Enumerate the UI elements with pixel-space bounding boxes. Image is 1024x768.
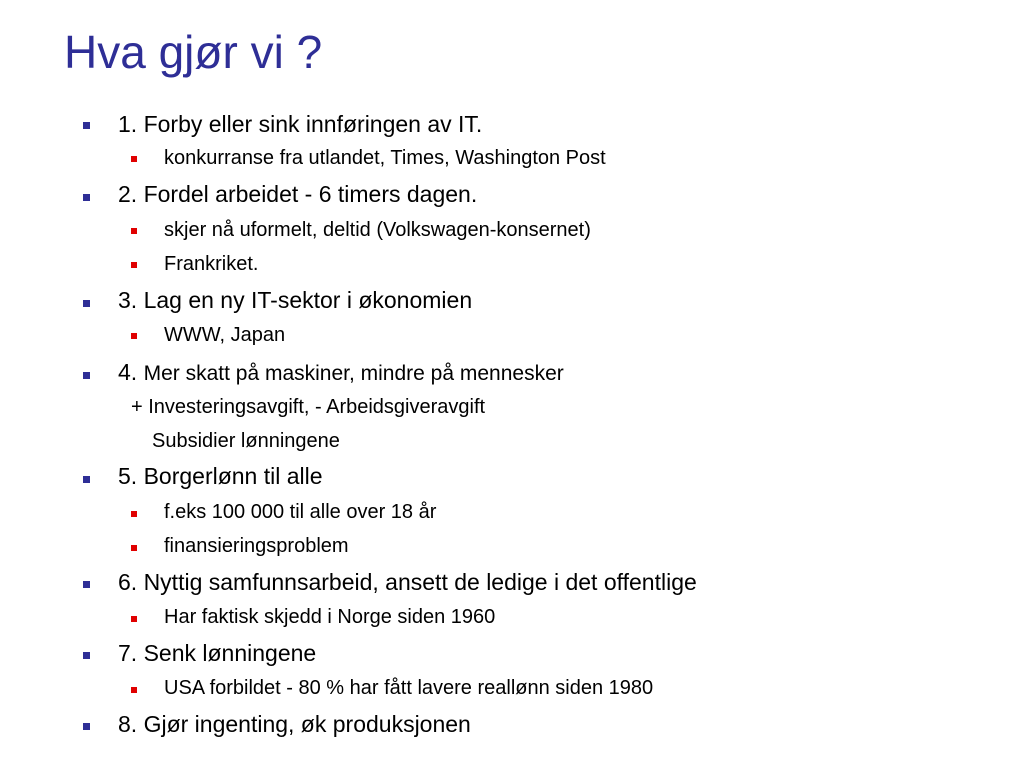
list-item: 8. Gjør ingenting, øk produksjonen [118,711,471,737]
continuation-line: + Investeringsavgift, - Arbeidsgiveravgift [131,396,486,418]
continuation-line: Subsidier lønningene [152,430,340,452]
bullet-icon [83,581,90,588]
sub-list-item: USA forbildet - 80 % har fått lavere reallønn siden 1980 [164,677,654,699]
sub-list-item: f.eks 100 000 til alle over 18 år [164,501,437,523]
list-item: 5. Borgerlønn til alle [118,463,323,489]
sub-list-item: WWW, Japan [164,324,286,346]
sub-bullet-icon [131,545,137,551]
bullet-icon [83,194,90,201]
bullet-icon [83,723,90,730]
sub-bullet-icon [131,616,137,622]
list-item: 1. Forby eller sink innføringen av IT. [118,111,483,137]
bullet-icon [83,122,90,129]
bullet-icon [83,372,90,379]
sub-list-item: Frankriket. [164,253,259,275]
sub-list-item: Har faktisk skjedd i Norge siden 1960 [164,606,496,628]
slide-title: Hva gjør vi ? [64,26,323,78]
list-item-text: Mer skatt på maskiner, mindre på mennesker [143,362,564,385]
sub-bullet-icon [131,687,137,693]
sub-bullet-icon [131,262,137,268]
bullet-icon [83,300,90,307]
list-item: 7. Senk lønningene [118,640,317,666]
sub-bullet-icon [131,156,137,162]
sub-bullet-icon [131,511,137,517]
list-item-number: 4. [118,359,144,385]
list-item: 6. Nyttig samfunnsarbeid, ansett de ledige i det offentlige [118,569,697,595]
sub-list-item: konkurranse fra utlandet, Times, Washington Post [164,147,606,169]
sub-bullet-icon [131,333,137,339]
sub-list-item: skjer nå uformelt, deltid (Volkswagen-konsernet) [164,219,591,241]
list-item [118,358,564,388]
list-item: 3. Lag en ny IT-sektor i økonomien [118,287,473,313]
list-item: 2. Fordel arbeidet - 6 timers dagen. [118,181,478,207]
bullet-icon [83,476,90,483]
bullet-icon [83,652,90,659]
sub-list-item: finansieringsproblem [164,535,349,557]
sub-bullet-icon [131,228,137,234]
